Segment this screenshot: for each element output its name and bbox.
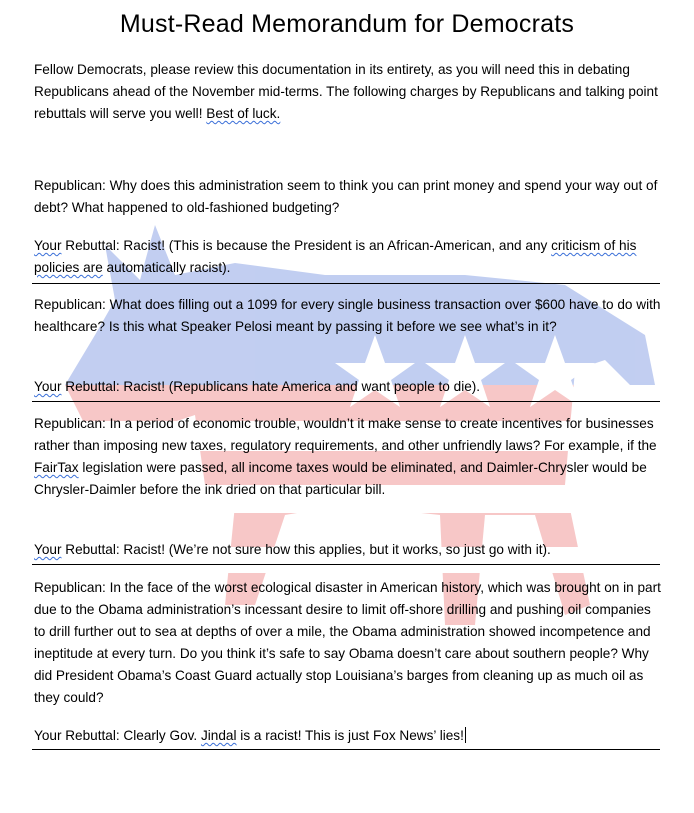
republican-charge-3: Republican: In a period of economic trouble, wouldn’t it make sense to create incentives for businesses rather than imposing new taxes, regulatory requirements, and other unfriendly laws? For example, if the FairTax legislation were passed, all income taxes would be eliminated, and Daimler-Chrysler would be Chrysler-Daimler before the ink dried on that particular bill.: [34, 416, 657, 497]
rebuttal-1: Your Rebuttal: Racist! (This is because the President is an African-American, and any criticism of his policies are automatically racist).: [34, 238, 637, 275]
section-divider: [32, 283, 660, 284]
section-divider: [32, 564, 660, 565]
rebuttal-3: Your Rebuttal: Racist! (We’re not sure how this applies, but it works, so just go with it).: [34, 542, 551, 557]
rebuttal-3-label: Your: [34, 542, 62, 557]
section-divider: [32, 401, 660, 402]
republican-charge-1: Republican: Why does this administration seem to think you can print money and spend your way out of debt? What happened to old-fashioned budgeting?: [34, 178, 658, 215]
intro-closing: Best of luck.: [206, 106, 281, 121]
rebuttal-2-label: Your: [34, 379, 62, 394]
section-divider: [32, 749, 660, 750]
republican-charge-2: Republican: What does filling out a 1099 for every single business transaction over $600 have to do with healthcare? Is this what Speaker Pelosi meant by passing it before we see what’s in it?: [34, 297, 661, 334]
rebuttal-4: Your Rebuttal: Clearly Gov. Jindal is a racist! This is just Fox News’ lies!: [34, 725, 664, 747]
text-cursor: [465, 727, 467, 743]
page-title: Must-Read Memorandum for Democrats: [119, 10, 575, 38]
rebuttal-2: Your Rebuttal: Racist! (Republicans hate America and want people to die).: [34, 379, 481, 394]
intro-paragraph: [34, 59, 664, 125]
rebuttal-1-label: Your: [34, 238, 62, 253]
republican-charge-4: Republican: In the face of the worst ecological disaster in American history, which was brought on in part due to the Obama administration’s incessant desire to limit off-shore drilling and pushing oil companies to drill further out to sea at depths of over a mile, the Obama administration showed incompetence and ineptitude at every turn. Do you think it’s safe to say Obama doesn’t care about southern people? Why did President Obama’s Coast Guard actually stop Louisiana’s barges from cleaning up as much oil as they could?: [34, 580, 661, 705]
intro-text: Fellow Democrats, please review this documentation in its entirety, as you will need this in debating Republicans ahead of the November mid-terms. The following charges by Republicans and talking point rebuttals will serve you well!: [34, 62, 658, 121]
